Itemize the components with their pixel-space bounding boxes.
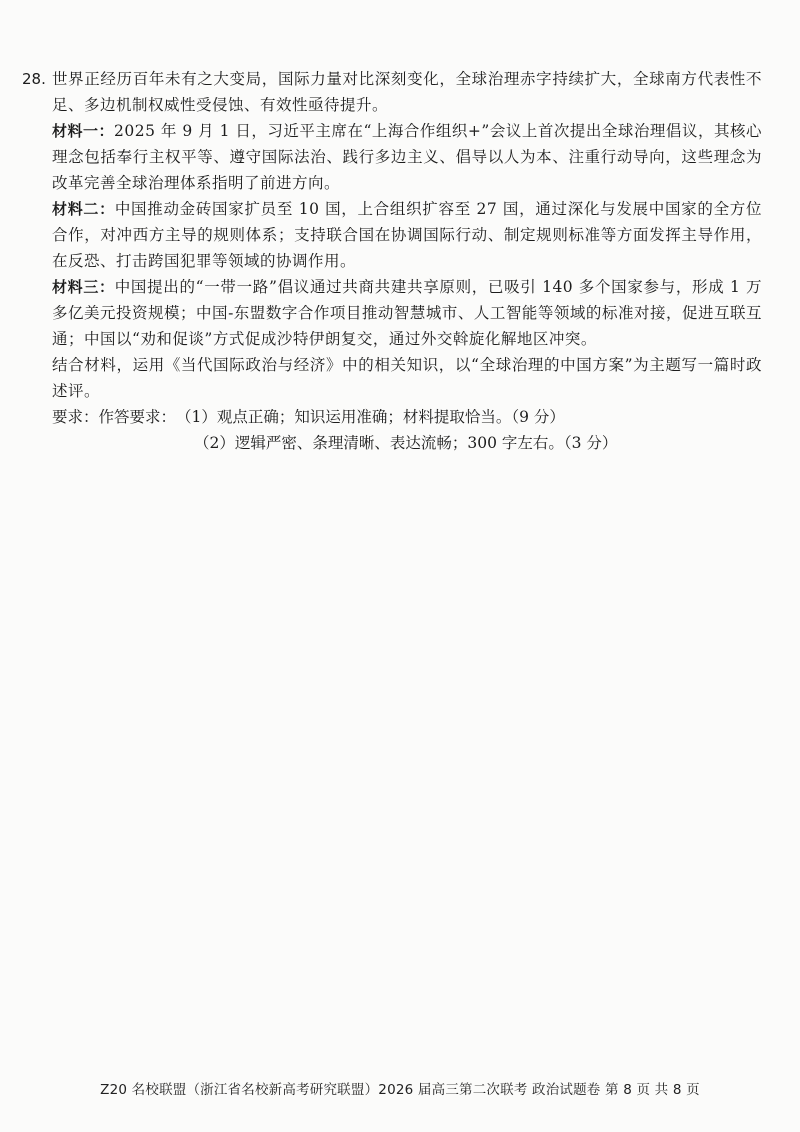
requirement-2: （2）逻辑严密、条理清晰、表达流畅；300 字左右。（3 分） bbox=[194, 434, 618, 452]
material-3-label: 材料三： bbox=[52, 278, 115, 296]
question-stem: 世界正经历百年未有之大变局，国际力量对比深刻变化，全球治理赤字持续扩大，全球南方代表性不足、多边机制权威性受侵蚀、有效性亟待提升。 bbox=[52, 70, 762, 114]
material-2-text: 中国推动金砖国家扩员至 10 国，上合组织扩容至 27 国，通过深化与发展中国家的全方位合作，对冲西方主导的规则体系；支持联合国在协调国际行动、制定规则标准等方面发挥主导作用，在反恐、打击跨国犯罪等领域的协调作用。 bbox=[52, 200, 762, 270]
material-2-label: 材料二： bbox=[52, 200, 115, 218]
task-instruction: 结合材料，运用《当代国际政治与经济》中的相关知识，以“全球治理的中国方案”为主题写一篇时政述评。 bbox=[52, 356, 762, 400]
question-28 bbox=[22, 66, 762, 456]
question-number: 28. bbox=[22, 70, 46, 88]
material-1 bbox=[52, 118, 762, 196]
question-intro bbox=[22, 66, 762, 118]
page-footer: Z20 名校联盟（浙江省名校新高考研究联盟）2026 届高三第二次联考 政治试题卷 第 8 页 共 8 页 bbox=[100, 1082, 700, 1098]
material-2 bbox=[52, 196, 762, 274]
requirements-label: 要求：作答要求： bbox=[52, 408, 177, 426]
requirement-1: （1）观点正确；知识运用准确；材料提取恰当。（9 分） bbox=[176, 408, 565, 426]
requirements bbox=[52, 404, 762, 456]
material-3 bbox=[52, 274, 762, 352]
requirement-row-1 bbox=[52, 404, 762, 430]
material-1-text: 2025 年 9 月 1 日，习近平主席在“上海合作组织+”会议上首次提出全球治理倡议，其核心理念包括奉行主权平等、遵守国际法治、践行多边主义、倡导以人为本、注重行动导向，这些理念为改革完善全球治理体系指明了前进方向。 bbox=[52, 122, 762, 192]
material-1-label: 材料一： bbox=[52, 122, 115, 140]
material-3-text: 中国提出的“一带一路”倡议通过共商共建共享原则，已吸引 140 多个国家参与，形成 1 万多亿美元投资规模；中国-东盟数字合作项目推动智慧城市、人工智能等领域的标准对接，促进互联互通；中国以“劝和促谈”方式促成沙特伊朗复交，通过外交斡旋化解地区冲突。 bbox=[52, 278, 762, 348]
